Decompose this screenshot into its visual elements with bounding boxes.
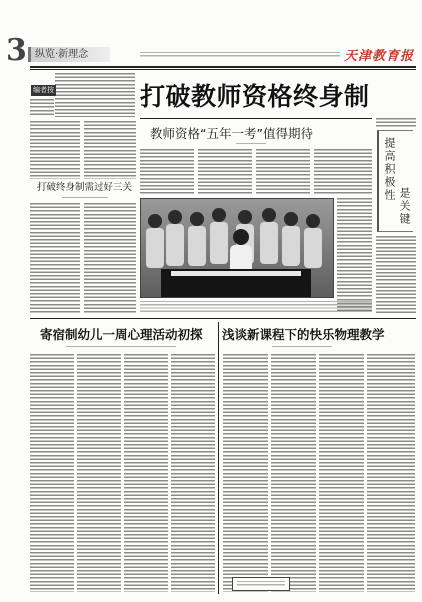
article-text — [376, 236, 416, 313]
sidebar-title-line1: 提高积极性 — [383, 137, 396, 202]
bottom-left-headline: 寄宿制幼儿一周心理活动初探 — [40, 327, 203, 342]
lead-headline: 打破教师资格终身制 — [140, 82, 370, 111]
header-rule-thin — [30, 69, 416, 70]
headline-rule — [140, 118, 372, 119]
article-text — [376, 118, 416, 128]
section-divider — [30, 318, 416, 319]
footer-box-text — [237, 581, 285, 587]
photo-scene — [141, 199, 333, 297]
sidebar-title-box — [377, 130, 413, 232]
editor-note-text — [55, 73, 135, 117]
column-divider — [218, 322, 219, 594]
article-text — [319, 354, 364, 592]
piano-keys — [171, 271, 301, 276]
byline — [66, 346, 176, 349]
photo-caption — [140, 301, 372, 313]
editor-note-text — [30, 99, 54, 117]
article-text — [314, 149, 372, 194]
byline — [62, 197, 108, 200]
article-text — [223, 354, 268, 592]
byline — [236, 143, 266, 146]
sidebar-title-line2: 是关键 — [398, 187, 411, 226]
section-number: 3 — [6, 33, 27, 68]
teacher-head — [233, 229, 249, 245]
date-line — [140, 52, 340, 57]
article-text — [30, 121, 80, 179]
article-text — [256, 149, 310, 194]
article-text — [337, 198, 372, 313]
header-rule — [30, 66, 416, 68]
article-text — [84, 121, 136, 179]
footer-box — [232, 577, 290, 591]
article-text — [30, 203, 80, 313]
article-text — [271, 354, 316, 592]
side-subheadline: 打破终身制需过好三关 — [37, 182, 133, 193]
bottom-right-headline: 浅谈新课程下的快乐物理教学 — [222, 327, 385, 342]
news-photo — [140, 198, 334, 298]
article-text — [140, 149, 194, 194]
lead-subheadline: 教师资格“五年一考”值得期待 — [150, 126, 313, 141]
byline — [272, 346, 332, 349]
editor-note-label: 编者按 — [33, 86, 54, 94]
article-text — [367, 354, 415, 592]
article-text — [77, 354, 121, 592]
article-text — [84, 203, 136, 313]
section-title: 纵览·新理念 — [28, 47, 110, 62]
article-text — [124, 354, 168, 592]
article-text — [171, 354, 215, 592]
article-text — [30, 354, 74, 592]
article-text — [198, 149, 252, 194]
masthead-logo: 天津教育报 — [344, 49, 415, 64]
